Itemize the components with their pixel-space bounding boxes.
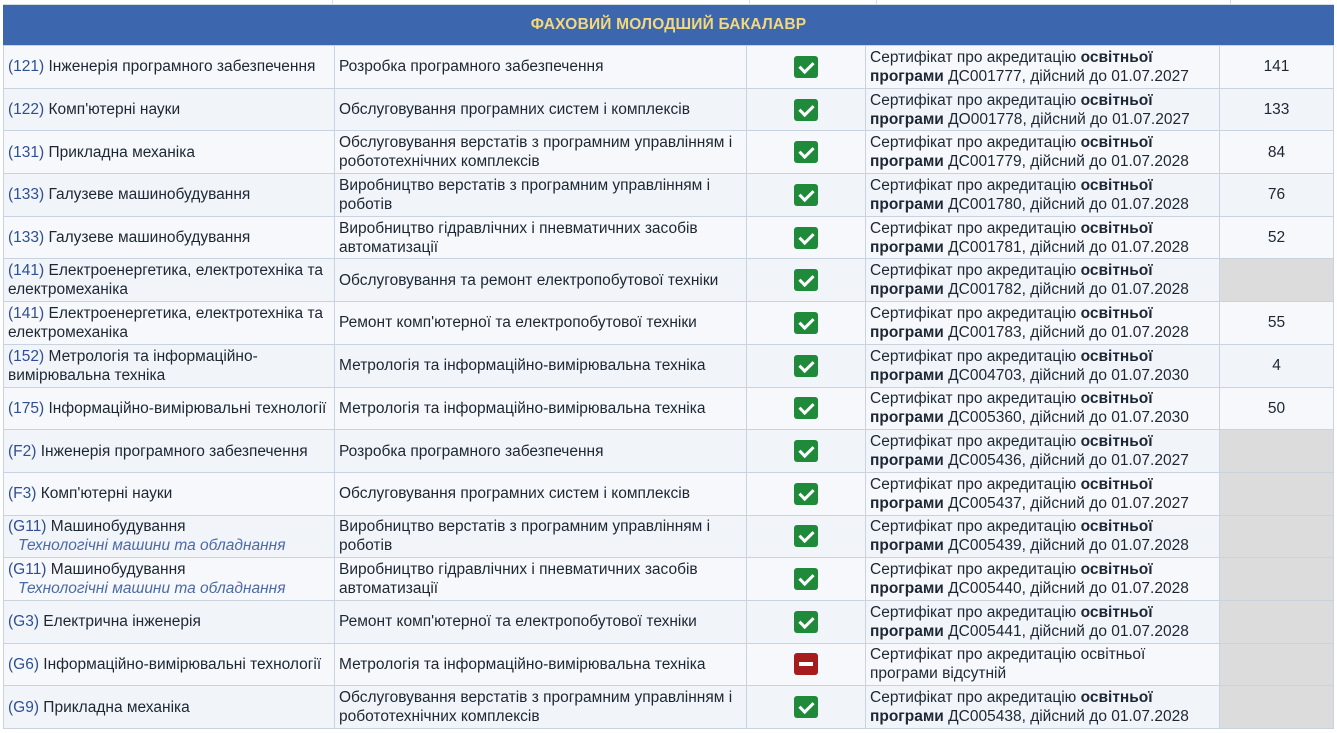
specialty-code: (152)	[8, 347, 45, 365]
specialty-name: Електроенергетика, електротехніка та електромеханіка	[8, 262, 324, 299]
specialty-name: Комп'ютерні науки	[36, 485, 173, 503]
checkmark-icon	[794, 696, 818, 718]
specialty-cell	[4, 686, 335, 729]
program-cell	[335, 558, 747, 601]
cert-valid-date: 01.07.2027	[1112, 110, 1190, 128]
checkmark-icon	[794, 568, 818, 590]
table-row	[4, 643, 1334, 686]
table-row	[4, 88, 1334, 131]
certificate-cell	[866, 174, 1220, 217]
specialty-name: Інженерія програмного забезпечення	[44, 58, 316, 76]
program-name: Обслуговування верстатів з програмним управлінням і робототехнічних комплексів	[339, 689, 733, 726]
specialty-name: Електроенергетика, електротехніка та електромеханіка	[8, 304, 324, 341]
specialty-cell	[4, 600, 335, 643]
specialty-code: (G11)	[8, 561, 47, 579]
count-value: 50	[1267, 399, 1286, 417]
program-cell	[335, 430, 747, 473]
count-cell	[1220, 344, 1334, 387]
cert-bold: освітньої програми	[870, 689, 1153, 726]
specialty-code: (F3)	[8, 485, 37, 503]
program-cell	[335, 259, 747, 302]
cert-prefix: Сертифікат про акредитацію	[870, 689, 1081, 707]
cert-bold: освітньої програми	[870, 518, 1153, 555]
cert-valid-date: 01.07.2028	[1111, 708, 1189, 726]
accreditation-cell	[747, 558, 866, 601]
certificate-cell	[866, 259, 1220, 302]
specialty-code: (121)	[8, 58, 45, 76]
count-cell	[1220, 46, 1334, 89]
specialty-name: Електрична інженерія	[39, 613, 201, 631]
cert-valid-label: , дійсний до	[1021, 366, 1112, 384]
table-row	[4, 131, 1334, 174]
program-cell	[335, 515, 747, 558]
specialty-name: Прикладна механіка	[39, 698, 190, 716]
program-name: Метрологія та інформаційно-вимірювальна техніка	[339, 655, 706, 673]
cert-valid-date: 01.07.2028	[1111, 622, 1189, 640]
accreditation-cell	[747, 216, 866, 259]
cert-prefix: Сертифікат про акредитацію	[870, 176, 1081, 194]
accreditation-cell	[747, 88, 866, 131]
cert-prefix: Сертифікат про акредитацію	[870, 433, 1081, 451]
specialty-code: (G3)	[8, 613, 39, 631]
count-value: 4	[1272, 357, 1281, 375]
program-name: Метрологія та інформаційно-вимірювальна техніка	[339, 399, 706, 417]
specialty-name: Інформаційно-вимірювальні технології	[39, 655, 322, 673]
cert-number: ДС001782	[948, 281, 1022, 299]
specialty-cell	[4, 344, 335, 387]
certificate-cell	[866, 558, 1220, 601]
program-cell	[335, 46, 747, 89]
cert-valid-date: 01.07.2028	[1111, 153, 1189, 171]
checkmark-icon	[794, 355, 818, 377]
program-cell	[335, 302, 747, 345]
program-cell	[335, 216, 747, 259]
count-cell	[1220, 430, 1334, 473]
count-value: 84	[1267, 143, 1286, 161]
cert-prefix: Сертифікат про акредитацію	[870, 390, 1081, 408]
certificate-cell	[866, 46, 1220, 89]
cert-number: ДС005360	[948, 409, 1022, 427]
specialty-cell	[4, 515, 335, 558]
table-row	[4, 430, 1334, 473]
specialty-name: Інженерія програмного забезпечення	[36, 442, 308, 460]
count-cell	[1220, 216, 1334, 259]
specialty-cell	[4, 387, 335, 430]
cert-valid-label: , дійсний до	[1021, 494, 1112, 512]
specialty-code: (133)	[8, 229, 45, 247]
count-cell	[1220, 259, 1334, 302]
cert-prefix: Сертифікат про акредитацію	[870, 48, 1081, 66]
program-name: Ремонт комп'ютерної та електропобутової техніки	[339, 613, 697, 631]
certificate-cell	[866, 686, 1220, 729]
accreditation-cell	[747, 643, 866, 686]
checkmark-icon	[794, 184, 818, 206]
program-name: Метрологія та інформаційно-вимірювальна техніка	[339, 357, 706, 375]
accreditation-cell	[747, 600, 866, 643]
specialty-name: Машинобудування	[46, 518, 186, 536]
cert-number: ДС005440	[948, 580, 1022, 598]
specialty-code: (F2)	[8, 442, 37, 460]
count-cell	[1220, 302, 1334, 345]
cert-valid-date: 01.07.2027	[1111, 67, 1189, 85]
table-row	[4, 558, 1334, 601]
program-cell	[335, 472, 747, 515]
program-cell	[335, 600, 747, 643]
program-name: Виробництво верстатів з програмним управлінням і роботів	[339, 176, 711, 213]
cert-bold: освітньої програми	[870, 603, 1153, 640]
cert-bold: освітньої програми	[870, 176, 1153, 213]
program-name: Виробництво верстатів з програмним управлінням і роботів	[339, 518, 711, 555]
cert-valid-label: , дійсний до	[1021, 195, 1112, 213]
cert-valid-date: 01.07.2028	[1111, 537, 1189, 555]
section-header: ФАХОВИЙ МОЛОДШИЙ БАКАЛАВР	[3, 5, 1334, 45]
cert-valid-label: , дійсний до	[1021, 153, 1112, 171]
certificate-cell	[866, 344, 1220, 387]
certificate-cell	[866, 643, 1220, 686]
cert-number: ДС005436	[948, 452, 1022, 470]
program-cell	[335, 686, 747, 729]
checkmark-icon	[794, 56, 818, 78]
specialty-name: Інформаційно-вимірювальні технології	[44, 399, 327, 417]
cert-prefix: Сертифікат про акредитацію	[870, 304, 1081, 322]
specialty-name: Машинобудування	[46, 561, 186, 579]
cert-bold: освітньої програми	[870, 219, 1153, 256]
cert-valid-date: 01.07.2027	[1111, 452, 1189, 470]
program-cell	[335, 643, 747, 686]
program-name: Обслуговування верстатів з програмним управлінням і робототехнічних комплексів	[339, 134, 733, 171]
cert-valid-date: 01.07.2028	[1111, 238, 1189, 256]
checkmark-icon	[794, 99, 818, 121]
accreditation-cell	[747, 387, 866, 430]
cert-bold: освітньої програми	[870, 390, 1153, 427]
cert-prefix: Сертифікат про акредитацію	[870, 262, 1081, 280]
checkmark-icon	[794, 227, 818, 249]
specialty-cell	[4, 643, 335, 686]
accreditation-cell	[747, 302, 866, 345]
cert-valid-date: 01.07.2027	[1111, 494, 1189, 512]
cert-prefix: Сертифікат про акредитацію	[870, 475, 1081, 493]
count-cell	[1220, 131, 1334, 174]
specialty-cell	[4, 216, 335, 259]
cert-valid-label: , дійсний до	[1021, 281, 1112, 299]
count-cell	[1220, 686, 1334, 729]
table-row	[4, 259, 1334, 302]
cert-bold: освітньої програми	[870, 304, 1153, 341]
certificate-cell	[866, 131, 1220, 174]
cert-valid-date: 01.07.2028	[1111, 323, 1189, 341]
specialty-name: Галузеве машинобудування	[44, 229, 251, 247]
cert-bold: освітньої програми	[870, 91, 1153, 128]
cert-bold: освітньої програми	[870, 561, 1153, 598]
cert-prefix: Сертифікат про акредитацію	[870, 561, 1081, 579]
cert-bold: освітньої програми	[870, 262, 1153, 299]
count-value: 141	[1263, 58, 1290, 76]
accreditation-cell	[747, 259, 866, 302]
accreditation-cell	[747, 174, 866, 217]
cert-bold: освітньої програми	[870, 48, 1153, 85]
cert-number: ДС001780	[948, 195, 1022, 213]
program-name: Обслуговування програмних систем і комплексів	[339, 485, 690, 503]
cert-valid-label: , дійсний до	[1022, 110, 1113, 128]
table-row	[4, 302, 1334, 345]
cert-valid-date: 01.07.2028	[1111, 195, 1189, 213]
programs-table	[3, 45, 1334, 729]
program-name: Виробництво гідравлічних і пневматичних засобів автоматизації	[339, 219, 698, 256]
specialty-code: (133)	[8, 186, 45, 204]
specialty-cell	[4, 46, 335, 89]
specialty-cell	[4, 259, 335, 302]
certificate-cell	[866, 430, 1220, 473]
cert-valid-date: 01.07.2028	[1111, 281, 1189, 299]
count-cell	[1220, 515, 1334, 558]
specialty-cell	[4, 88, 335, 131]
specialty-code: (G9)	[8, 698, 39, 716]
specialty-name: Прикладна механіка	[44, 143, 195, 161]
cert-number: ДС005441	[948, 622, 1022, 640]
cert-valid-label: , дійсний до	[1021, 323, 1112, 341]
specialty-code: (141)	[8, 304, 45, 322]
count-cell	[1220, 88, 1334, 131]
specialty-name: Метрологія та інформаційно-вимірювальна техніка	[8, 347, 258, 384]
table-row	[4, 174, 1334, 217]
cert-number: ДС001783	[948, 323, 1022, 341]
cert-prefix: Сертифікат про акредитацію	[870, 347, 1081, 365]
count-value: 133	[1263, 101, 1290, 119]
checkmark-icon	[794, 440, 818, 462]
cert-prefix: Сертифікат про акредитацію	[870, 134, 1081, 152]
certificate-cell	[866, 600, 1220, 643]
cert-valid-label: , дійсний до	[1021, 67, 1112, 85]
specialty-subtitle: Технологічні машини та обладнання	[18, 580, 286, 598]
count-value: 76	[1267, 186, 1286, 204]
accreditation-cell	[747, 430, 866, 473]
cert-valid-label: , дійсний до	[1021, 622, 1112, 640]
count-cell	[1220, 643, 1334, 686]
certificate-cell	[866, 216, 1220, 259]
certificate-cell	[866, 88, 1220, 131]
program-name: Розробка програмного забезпечення	[339, 442, 604, 460]
program-cell	[335, 344, 747, 387]
program-cell	[335, 131, 747, 174]
cert-valid-date: 01.07.2028	[1111, 580, 1189, 598]
specialty-code: (122)	[8, 101, 45, 119]
cert-number: ДС004703	[948, 366, 1022, 384]
certificate-cell	[866, 515, 1220, 558]
cert-valid-label: , дійсний до	[1021, 238, 1112, 256]
cert-number: ДО001778	[948, 110, 1023, 128]
specialty-name: Галузеве машинобудування	[44, 186, 251, 204]
accreditation-cell	[747, 515, 866, 558]
count-cell	[1220, 387, 1334, 430]
cert-number: ДС001781	[948, 238, 1022, 256]
cert-bold: освітньої програми	[870, 433, 1153, 470]
program-name: Обслуговування та ремонт електропобутової техніки	[339, 271, 719, 289]
cert-bold: освітньої програми	[870, 347, 1153, 384]
specialty-code: (G6)	[8, 655, 39, 673]
count-cell	[1220, 558, 1334, 601]
count-cell	[1220, 472, 1334, 515]
accreditation-cell	[747, 131, 866, 174]
certificate-cell	[866, 387, 1220, 430]
program-name: Виробництво гідравлічних і пневматичних засобів автоматизації	[339, 561, 698, 598]
cert-number: ДС005439	[948, 537, 1022, 555]
table-row	[4, 472, 1334, 515]
checkmark-icon	[794, 397, 818, 419]
cert-number: ДС001779	[948, 153, 1022, 171]
cert-bold: освітньої програми	[870, 475, 1153, 512]
accreditation-table-wrap	[3, 0, 1334, 729]
count-value: 52	[1267, 229, 1286, 247]
certificate-cell	[866, 302, 1220, 345]
cert-prefix: Сертифікат про акредитацію	[870, 219, 1081, 237]
minus-icon	[794, 653, 818, 675]
cert-valid-label: , дійсний до	[1021, 537, 1112, 555]
accreditation-cell	[747, 686, 866, 729]
accreditation-cell	[747, 344, 866, 387]
cert-number: ДС005438	[948, 708, 1022, 726]
program-cell	[335, 174, 747, 217]
table-row	[4, 686, 1334, 729]
checkmark-icon	[794, 483, 818, 505]
cert-missing-text: Сертифікат про акредитацію освітньої програми відсутній	[870, 646, 1146, 683]
table-row	[4, 344, 1334, 387]
cert-prefix: Сертифікат про акредитацію	[870, 603, 1081, 621]
checkmark-icon	[794, 269, 818, 291]
program-cell	[335, 88, 747, 131]
table-row	[4, 600, 1334, 643]
checkmark-icon	[794, 312, 818, 334]
cert-valid-date: 01.07.2030	[1111, 409, 1189, 427]
specialty-cell	[4, 302, 335, 345]
count-cell	[1220, 600, 1334, 643]
certificate-cell	[866, 472, 1220, 515]
table-row	[4, 387, 1334, 430]
specialty-cell	[4, 131, 335, 174]
specialty-code: (G11)	[8, 518, 47, 536]
specialty-cell	[4, 472, 335, 515]
checkmark-icon	[794, 141, 818, 163]
count-value: 55	[1267, 314, 1286, 332]
program-name: Ремонт комп'ютерної та електропобутової техніки	[339, 314, 697, 332]
specialty-cell	[4, 174, 335, 217]
specialty-code: (131)	[8, 143, 45, 161]
cert-valid-label: , дійсний до	[1021, 452, 1112, 470]
specialty-cell	[4, 558, 335, 601]
count-cell	[1220, 174, 1334, 217]
cert-prefix: Сертифікат про акредитацію	[870, 518, 1081, 536]
cert-valid-label: , дійсний до	[1021, 708, 1112, 726]
specialty-subtitle: Технологічні машини та обладнання	[18, 537, 286, 555]
checkmark-icon	[794, 525, 818, 547]
specialty-name: Комп'ютерні науки	[44, 101, 181, 119]
program-name: Розробка програмного забезпечення	[339, 58, 604, 76]
cert-prefix: Сертифікат про акредитацію	[870, 91, 1081, 109]
table-row	[4, 216, 1334, 259]
program-cell	[335, 387, 747, 430]
accreditation-cell	[747, 472, 866, 515]
specialty-code: (141)	[8, 262, 45, 280]
accreditation-cell	[747, 46, 866, 89]
specialty-cell	[4, 430, 335, 473]
cert-valid-date: 01.07.2030	[1111, 366, 1189, 384]
cert-bold: освітньої програми	[870, 134, 1153, 171]
table-row	[4, 46, 1334, 89]
specialty-code: (175)	[8, 399, 45, 417]
cert-valid-label: , дійсний до	[1021, 409, 1112, 427]
checkmark-icon	[794, 611, 818, 633]
cert-number: ДС001777	[948, 67, 1022, 85]
program-name: Обслуговування програмних систем і комплексів	[339, 101, 690, 119]
table-row	[4, 515, 1334, 558]
cert-number: ДС005437	[948, 494, 1022, 512]
cert-valid-label: , дійсний до	[1021, 580, 1112, 598]
